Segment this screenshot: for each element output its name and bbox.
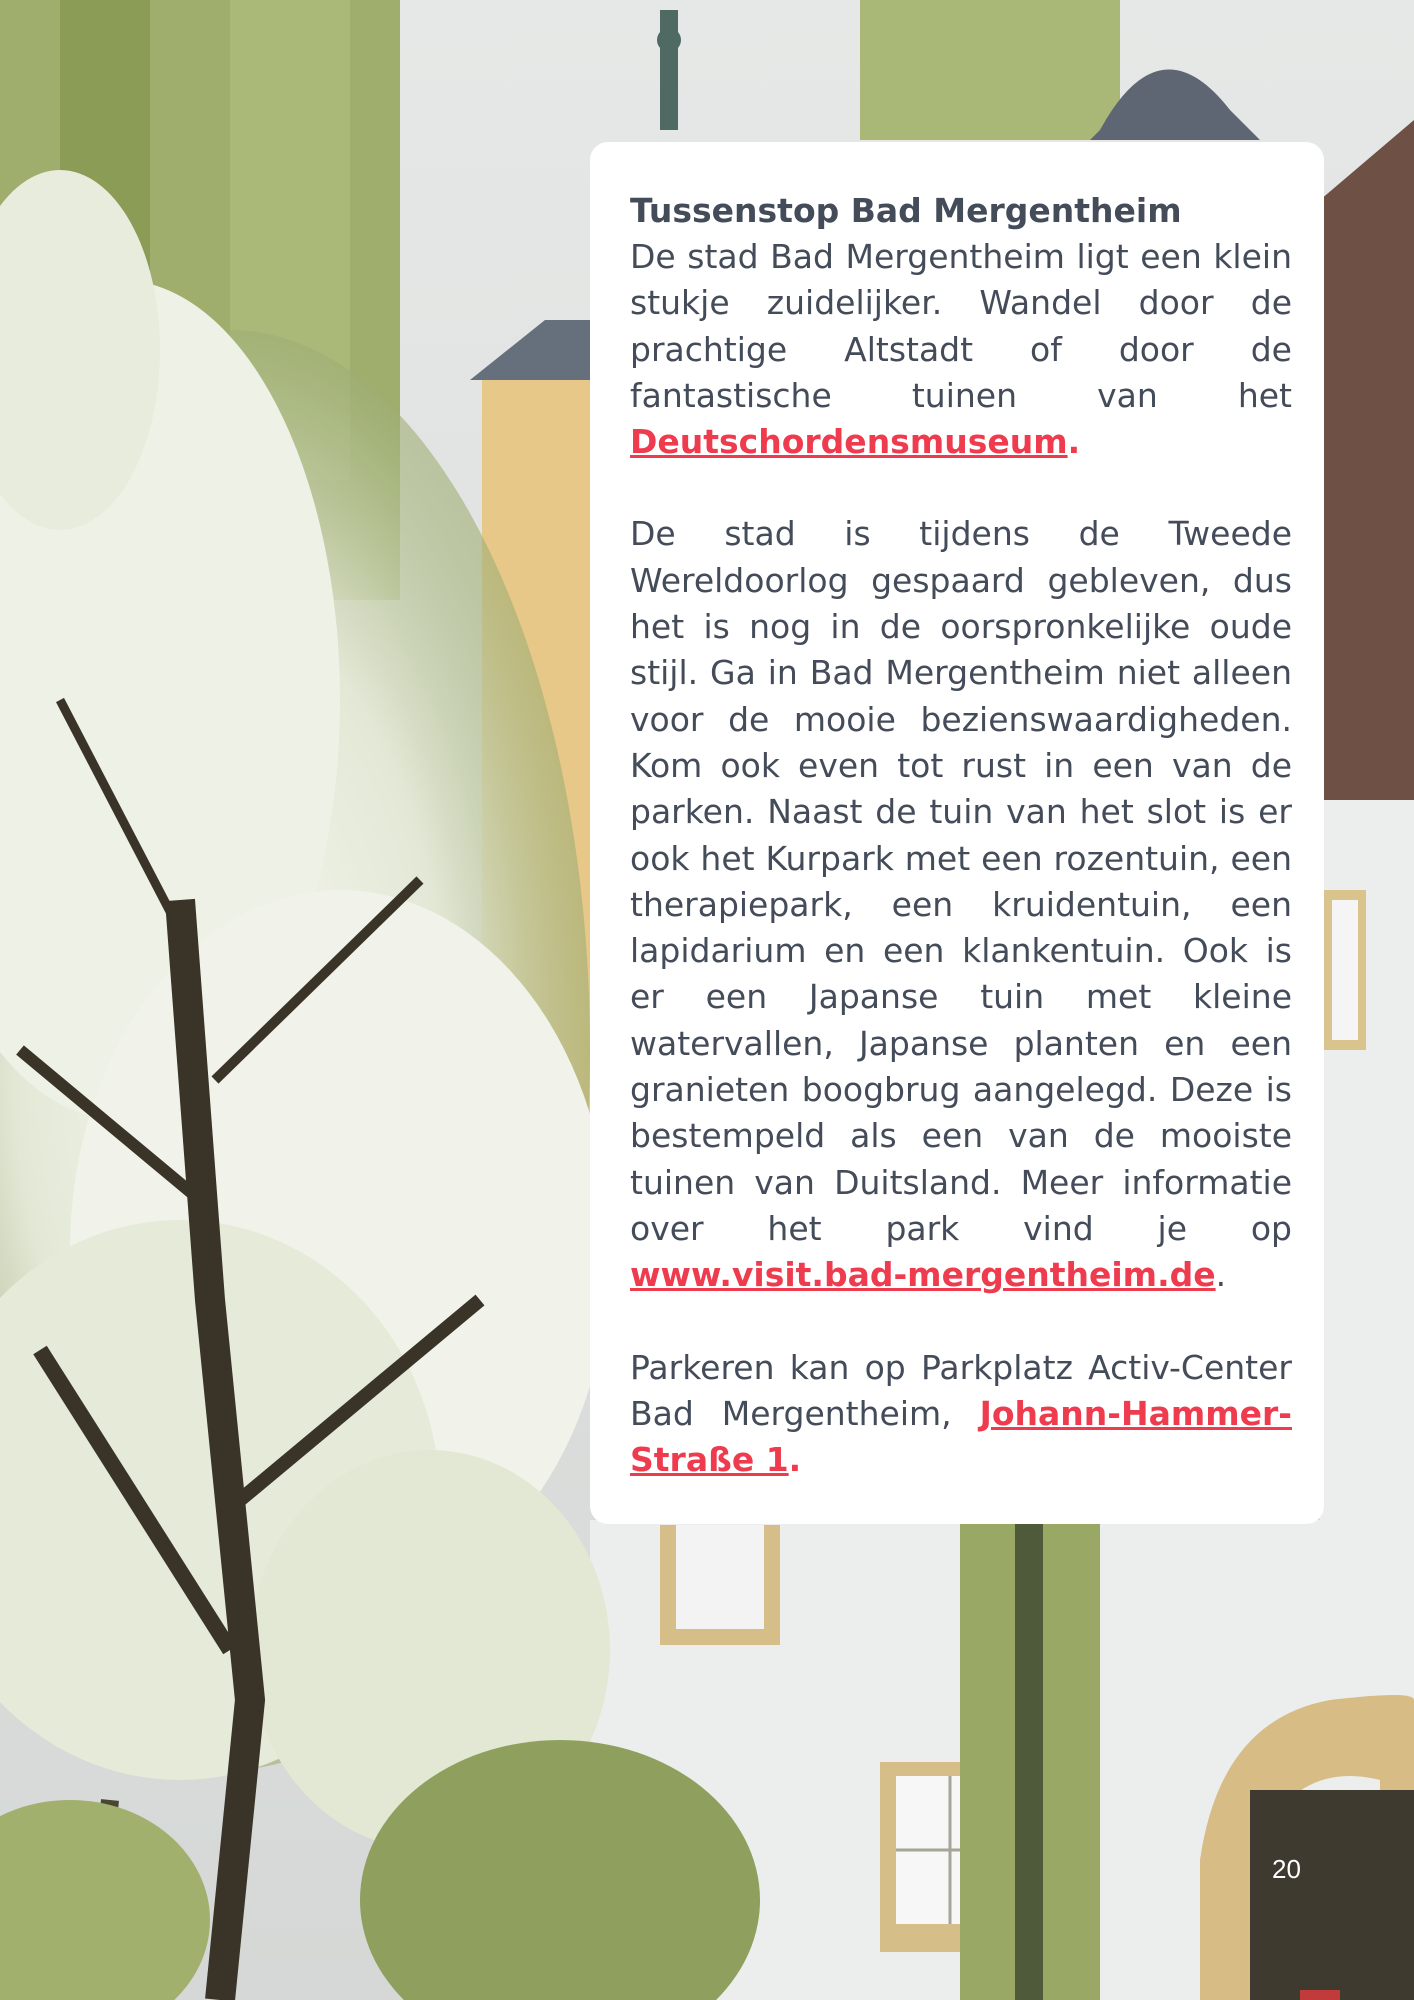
card-title: Tussenstop Bad Mergentheim	[630, 191, 1182, 230]
intro-end: .	[1067, 422, 1081, 462]
parking-end: .	[788, 1440, 802, 1480]
history-text: De stad is tijdens de Tweede Wereldoorlog gespaard gebleven, dus het is nog in de oorspronkelijke oude stijl. Ga in Bad Mergentheim niet alleen voor de mooie bezienswaardigheden. Kom ook even tot rust in een van de parken. Naast de tuin van het slot is er ook het Kurpark met een rozentuin, een therapiepark, een kruidentuin, een lapidarium en een klankentuin. Ook is er een Japanse tuin met kleine watervallen, Japanse planten en een granieten boogbrug aangelegd. Deze is bestempeld als een van de mooiste tuinen van Duitsland. Meer informatie over het park vind je op	[630, 514, 1292, 1248]
address-link[interactable]: Johann-Hammer-Straße 1	[630, 1393, 1292, 1480]
history-paragraph	[630, 511, 1292, 1298]
page-number: 20	[1272, 1854, 1301, 1884]
parking-paragraph	[630, 1345, 1292, 1484]
intro-text: De stad Bad Mergentheim ligt een klein stukje zuidelijker. Wandel door de prachtige Altstadt of door de fantastische tuinen van het	[630, 237, 1292, 415]
history-end: .	[1215, 1255, 1227, 1295]
parking-text: Parkeren kan op Parkplatz Activ-Center Bad Mergentheim,	[630, 1347, 1292, 1433]
info-card	[590, 142, 1324, 1524]
website-link[interactable]: www.visit.bad-mergentheim.de	[630, 1255, 1216, 1295]
intro-paragraph	[630, 234, 1292, 465]
museum-link[interactable]: Deutschordensmuseum	[630, 422, 1068, 462]
